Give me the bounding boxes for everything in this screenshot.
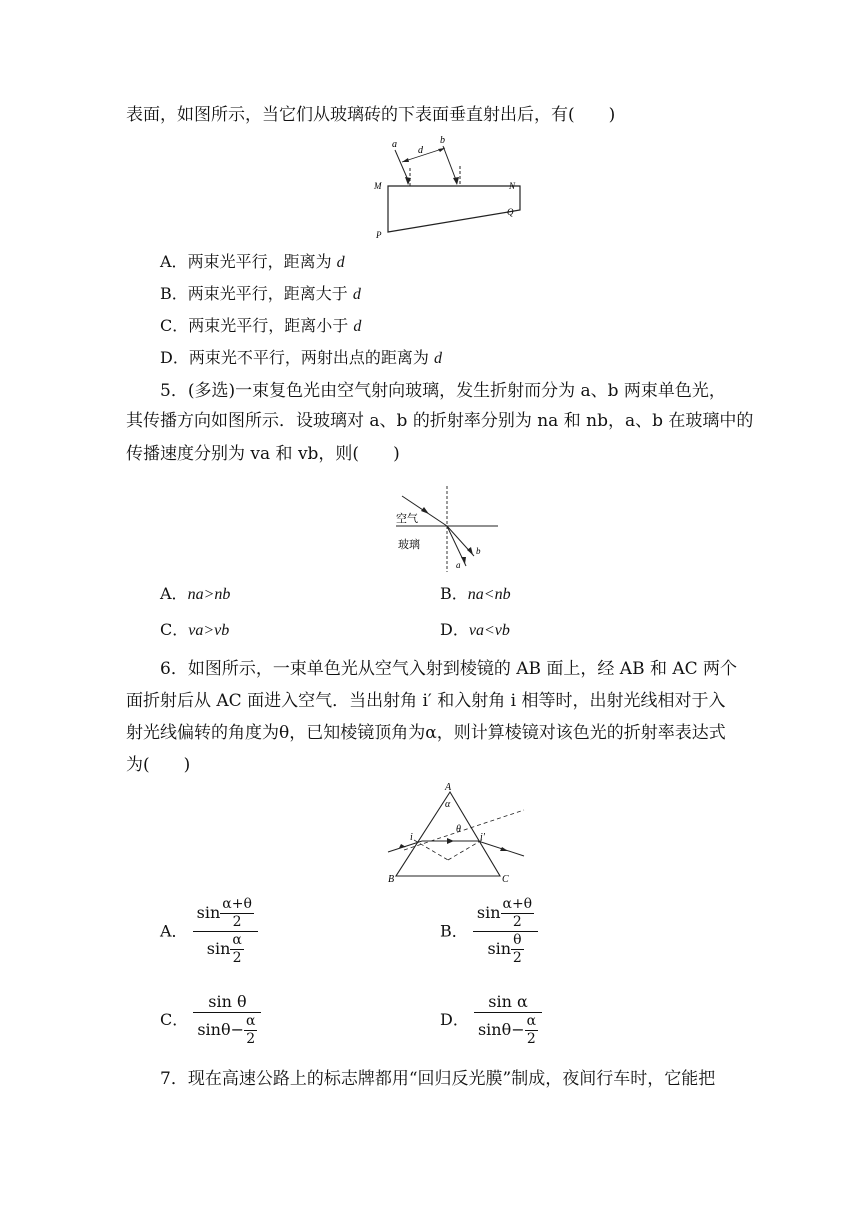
q6-option-a[interactable] [160,896,258,967]
q4-label-d: d [418,145,423,156]
q5-option-a[interactable] [160,584,230,605]
option-var: d [433,350,442,367]
option-letter: B． [440,584,468,603]
option-fraction [193,992,261,1048]
option-expr: na<nb [467,586,511,603]
option-letter: A． [160,921,188,941]
q5-line-2: 其传播方向如图所示．设玻璃对 a、b 的折射率分别为 na 和 nb，a、b 在玻璃中的 [126,411,754,431]
q6-label-A: A [445,782,452,793]
fn: sin [206,939,231,958]
q4-label-P: P [376,230,382,240]
frac-bot: 2 [246,1031,256,1047]
q4-option-b[interactable] [160,284,361,305]
option-letter: D． [440,620,469,639]
option-text: 两束光平行，距离为 [187,252,337,271]
fn: sin [487,939,512,958]
q5-label-air: 空气 [396,513,418,525]
q6-line-1: 6．如图所示，一束单色光从空气入射到棱镜的 AB 面上，经 AB 和 AC 两个 [160,659,738,679]
frac-top: α [232,932,242,948]
q5-option-d[interactable] [440,620,510,641]
q4-figure [370,135,530,240]
q4-label-N: N [509,181,516,191]
option-text: 两束光平行，距离小于 [188,316,354,335]
q5-label-a: a [456,560,461,570]
q5-figure [392,484,502,574]
q6-label-C: C [502,874,509,885]
frac-bot: 2 [232,950,242,966]
q4-option-c[interactable] [160,316,361,337]
option-letter: A． [160,584,188,603]
option-fraction [473,896,538,967]
frac-top: α+θ [502,896,533,912]
q6-label-alpha: α [445,799,451,810]
option-letter: C． [160,620,189,639]
q4-label-Q: Q [507,207,514,217]
q5-option-b[interactable] [440,584,511,605]
q4-option-d[interactable] [160,348,442,369]
frac-num: sin θ [193,992,261,1013]
option-letter: D． [440,1010,469,1029]
q5-line-1: 5．(多选)一束复色光由空气射向玻璃，发生折射而分为 a、b 两束单色光， [160,381,726,401]
q5-line-3: 传播速度分别为 va 和 vb，则( ) [126,444,400,464]
q4-intro-line: 表面，如图所示，当它们从玻璃砖的下表面垂直射出后，有( ) [126,105,616,125]
fn: sinθ− [197,1020,245,1039]
frac-bot: 2 [232,914,242,930]
frac-top: α [246,1013,256,1029]
option-letter: B． [440,921,468,941]
frac-num: sin α [474,992,542,1013]
q6-figure [384,780,536,886]
option-var: d [352,286,361,303]
option-letter: C． [160,316,189,335]
option-expr: va<vb [468,622,510,639]
option-var: d [353,318,362,335]
option-letter: D． [160,348,189,367]
option-fraction [474,992,542,1048]
option-expr: na>nb [187,586,231,603]
q6-label-i-prime: i′ [480,832,485,843]
frac-bot: 2 [512,950,522,966]
q5-label-glass: 玻璃 [398,539,420,551]
q6-label-B: B [388,874,395,885]
option-letter: B． [160,284,188,303]
frac-bot: 2 [526,1031,536,1047]
q5-option-c[interactable] [160,620,229,641]
q4-label-b: b [440,135,445,146]
q6-option-b[interactable] [440,896,538,967]
option-text: 两束光平行，距离大于 [187,284,353,303]
option-var: d [336,254,345,271]
frac-top: α [526,1013,537,1029]
frac-bot: 2 [512,914,522,930]
frac-top: α+θ [222,896,252,912]
fn: sin [196,903,221,922]
q6-line-2: 面折射后从 AC 面进入空气．当出射角 i′ 和入射角 i 相等时，出射光线相对于入 [126,691,726,711]
q4-label-a: a [392,139,397,150]
q4-option-a[interactable] [160,252,345,273]
q7-line-1: 7．现在高速公路上的标志牌都用“回归反光膜”制成，夜间行车时，它能把 [160,1069,716,1089]
option-fraction [193,896,258,967]
q6-label-i: i [410,832,413,843]
q6-label-theta: θ [456,824,461,835]
q6-line-3: 射光线偏转的角度为θ，已知棱镜顶角为α，则计算棱镜对该色光的折射率表达式 [126,723,726,743]
q4-label-M: M [374,181,382,191]
q6-line-4: 为( ) [126,755,191,775]
q5-label-b: b [476,546,481,556]
q6-option-c[interactable] [160,992,261,1048]
fn: sin [476,903,501,922]
option-letter: A． [160,252,188,271]
option-expr: va>vb [188,622,230,639]
q6-option-d[interactable] [440,992,542,1048]
option-letter: C． [160,1010,189,1029]
fn: sinθ− [477,1020,525,1039]
frac-top: θ [513,932,522,948]
option-text: 两束光不平行，两射出点的距离为 [188,348,434,367]
